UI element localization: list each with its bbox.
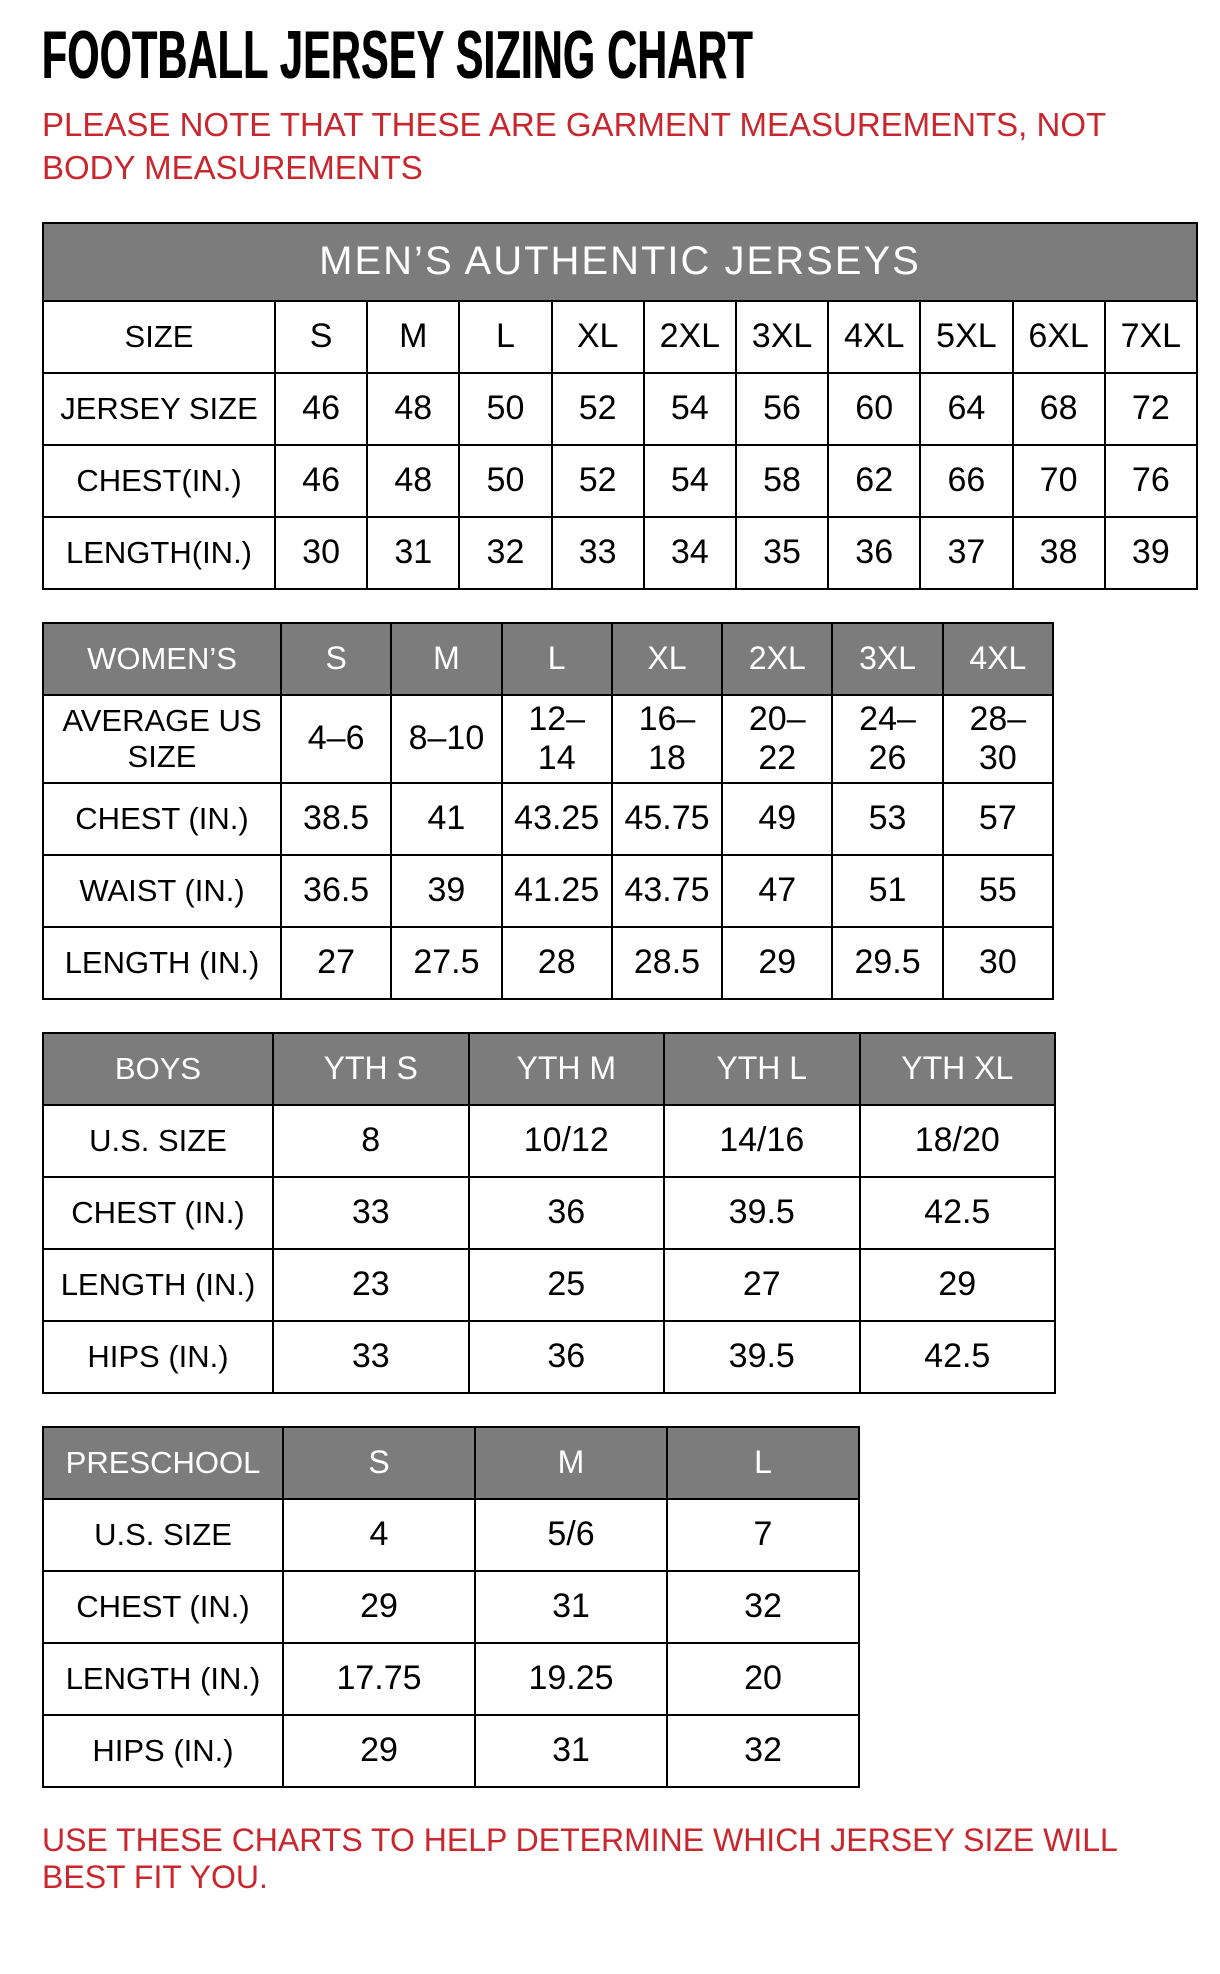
womens-header-cell: XL — [612, 623, 722, 695]
preschool-row — [43, 1715, 859, 1787]
womens-value-cell: 30 — [943, 927, 1053, 999]
womens-row-label: CHEST (IN.) — [43, 783, 281, 855]
womens-header-cell: S — [281, 623, 391, 695]
mens-value-cell: 5XL — [920, 301, 1012, 373]
boys-row — [43, 1177, 1055, 1249]
preschool-value-cell: 31 — [475, 1571, 667, 1643]
womens-value-cell: 36.5 — [281, 855, 391, 927]
mens-value-cell: 46 — [275, 445, 367, 517]
mens-value-cell: 76 — [1105, 445, 1197, 517]
measurement-note: PLEASE NOTE THAT THESE ARE GARMENT MEASUREMENTS, NOT BODY MEASUREMENTS — [42, 105, 1106, 187]
womens-value-cell: 12–14 — [502, 695, 612, 783]
mens-value-cell: 48 — [367, 373, 459, 445]
mens-value-cell: 48 — [367, 445, 459, 517]
boys-header-cell: YTH XL — [860, 1033, 1056, 1105]
boys-value-cell: 39.5 — [664, 1177, 860, 1249]
boys-value-cell: 33 — [273, 1177, 469, 1249]
mens-row — [43, 301, 1197, 373]
boys-value-cell: 42.5 — [860, 1177, 1056, 1249]
preschool-header-row — [43, 1427, 859, 1499]
womens-row-label: AVERAGE US SIZE — [43, 695, 281, 783]
mens-row-label: LENGTH(IN.) — [43, 517, 275, 589]
mens-value-cell: 31 — [367, 517, 459, 589]
boys-value-cell: 14/16 — [664, 1105, 860, 1177]
womens-header-cell: 4XL — [943, 623, 1053, 695]
boys-value-cell: 42.5 — [860, 1321, 1056, 1393]
womens-header-label: WOMEN’S — [43, 623, 281, 695]
boys-sizing-table — [42, 1032, 1056, 1394]
womens-value-cell: 55 — [943, 855, 1053, 927]
mens-value-cell: 2XL — [644, 301, 736, 373]
boys-row-label: HIPS (IN.) — [43, 1321, 273, 1393]
mens-value-cell: 64 — [920, 373, 1012, 445]
womens-row-label: WAIST (IN.) — [43, 855, 281, 927]
mens-value-cell: S — [275, 301, 367, 373]
preschool-header-label: PRESCHOOL — [43, 1427, 283, 1499]
preschool-value-cell: 32 — [667, 1571, 859, 1643]
preschool-header-cell: L — [667, 1427, 859, 1499]
boys-value-cell: 33 — [273, 1321, 469, 1393]
boys-value-cell: 27 — [664, 1249, 860, 1321]
mens-value-cell: 35 — [736, 517, 828, 589]
boys-row-label: CHEST (IN.) — [43, 1177, 273, 1249]
mens-value-cell: 54 — [644, 373, 736, 445]
preschool-value-cell: 31 — [475, 1715, 667, 1787]
mens-value-cell: 3XL — [736, 301, 828, 373]
boys-value-cell: 23 — [273, 1249, 469, 1321]
womens-value-cell: 27.5 — [391, 927, 501, 999]
preschool-value-cell: 17.75 — [283, 1643, 475, 1715]
womens-header-cell: 3XL — [832, 623, 942, 695]
womens-value-cell: 53 — [832, 783, 942, 855]
womens-value-cell: 29.5 — [832, 927, 942, 999]
womens-value-cell: 4–6 — [281, 695, 391, 783]
boys-row-label: LENGTH (IN.) — [43, 1249, 273, 1321]
preschool-header-cell: M — [475, 1427, 667, 1499]
mens-value-cell: 46 — [275, 373, 367, 445]
mens-authentic-jerseys-table — [42, 222, 1198, 590]
preschool-value-cell: 29 — [283, 1571, 475, 1643]
mens-value-cell: 52 — [552, 373, 644, 445]
mens-value-cell: 30 — [275, 517, 367, 589]
womens-row — [43, 783, 1053, 855]
preschool-value-cell: 4 — [283, 1499, 475, 1571]
boys-row — [43, 1249, 1055, 1321]
mens-row-label: CHEST(IN.) — [43, 445, 275, 517]
preschool-value-cell: 29 — [283, 1715, 475, 1787]
womens-value-cell: 41 — [391, 783, 501, 855]
boys-value-cell: 36 — [469, 1177, 665, 1249]
mens-value-cell: 32 — [459, 517, 551, 589]
mens-value-cell: 50 — [459, 445, 551, 517]
preschool-value-cell: 7 — [667, 1499, 859, 1571]
womens-row — [43, 855, 1053, 927]
mens-value-cell: 50 — [459, 373, 551, 445]
boys-header-row — [43, 1033, 1055, 1105]
preschool-row — [43, 1643, 859, 1715]
boys-header-label: BOYS — [43, 1033, 273, 1105]
mens-value-cell: M — [367, 301, 459, 373]
boys-row — [43, 1321, 1055, 1393]
womens-header-row — [43, 623, 1053, 695]
womens-value-cell: 39 — [391, 855, 501, 927]
mens-value-cell: 34 — [644, 517, 736, 589]
boys-header-cell: YTH L — [664, 1033, 860, 1105]
boys-value-cell: 8 — [273, 1105, 469, 1177]
boys-value-cell: 36 — [469, 1321, 665, 1393]
mens-value-cell: 33 — [552, 517, 644, 589]
mens-value-cell: 7XL — [1105, 301, 1197, 373]
womens-row — [43, 695, 1053, 783]
mens-value-cell: 58 — [736, 445, 828, 517]
boys-value-cell: 10/12 — [469, 1105, 665, 1177]
preschool-header-cell: S — [283, 1427, 475, 1499]
mens-value-cell: 62 — [828, 445, 920, 517]
boys-header-cell: YTH S — [273, 1033, 469, 1105]
preschool-value-cell: 19.25 — [475, 1643, 667, 1715]
mens-value-cell: XL — [552, 301, 644, 373]
womens-value-cell: 45.75 — [612, 783, 722, 855]
page-title: FOOTBALL JERSEY SIZING CHART — [42, 17, 754, 93]
boys-value-cell: 39.5 — [664, 1321, 860, 1393]
boys-value-cell: 29 — [860, 1249, 1056, 1321]
mens-row — [43, 373, 1197, 445]
womens-value-cell: 57 — [943, 783, 1053, 855]
womens-value-cell: 47 — [722, 855, 832, 927]
mens-value-cell: 6XL — [1013, 301, 1105, 373]
mens-value-cell: 39 — [1105, 517, 1197, 589]
womens-header-cell: M — [391, 623, 501, 695]
womens-sizing-table — [42, 622, 1054, 1000]
mens-value-cell: 38 — [1013, 517, 1105, 589]
boys-header-cell: YTH M — [469, 1033, 665, 1105]
mens-row — [43, 445, 1197, 517]
mens-value-cell: 54 — [644, 445, 736, 517]
womens-value-cell: 28–30 — [943, 695, 1053, 783]
mens-row — [43, 517, 1197, 589]
womens-value-cell: 8–10 — [391, 695, 501, 783]
womens-value-cell: 28 — [502, 927, 612, 999]
mens-value-cell: 60 — [828, 373, 920, 445]
womens-value-cell: 20–22 — [722, 695, 832, 783]
womens-value-cell: 51 — [832, 855, 942, 927]
womens-value-cell: 29 — [722, 927, 832, 999]
preschool-row-label: U.S. SIZE — [43, 1499, 283, 1571]
boys-row — [43, 1105, 1055, 1177]
boys-value-cell: 18/20 — [860, 1105, 1056, 1177]
mens-value-cell: 37 — [920, 517, 1012, 589]
womens-header-cell: L — [502, 623, 612, 695]
mens-row-label: JERSEY SIZE — [43, 373, 275, 445]
preschool-value-cell: 32 — [667, 1715, 859, 1787]
mens-value-cell: 66 — [920, 445, 1012, 517]
womens-value-cell: 41.25 — [502, 855, 612, 927]
mens-banner: MEN’S AUTHENTIC JERSEYS — [43, 223, 1197, 301]
womens-value-cell: 43.25 — [502, 783, 612, 855]
preschool-row — [43, 1571, 859, 1643]
footer-note: USE THESE CHARTS TO HELP DETERMINE WHICH JERSEY SIZE WILL BEST FIT YOU. — [42, 1821, 1117, 1895]
womens-value-cell: 24–26 — [832, 695, 942, 783]
mens-value-cell: 70 — [1013, 445, 1105, 517]
preschool-row-label: CHEST (IN.) — [43, 1571, 283, 1643]
preschool-row-label: HIPS (IN.) — [43, 1715, 283, 1787]
mens-value-cell: 56 — [736, 373, 828, 445]
womens-row-label: LENGTH (IN.) — [43, 927, 281, 999]
preschool-value-cell: 5/6 — [475, 1499, 667, 1571]
preschool-sizing-table — [42, 1426, 860, 1788]
preschool-row — [43, 1499, 859, 1571]
womens-value-cell: 16–18 — [612, 695, 722, 783]
womens-value-cell: 49 — [722, 783, 832, 855]
womens-value-cell: 43.75 — [612, 855, 722, 927]
preschool-value-cell: 20 — [667, 1643, 859, 1715]
mens-value-cell: 68 — [1013, 373, 1105, 445]
mens-value-cell: 72 — [1105, 373, 1197, 445]
mens-row-label: SIZE — [43, 301, 275, 373]
womens-value-cell: 27 — [281, 927, 391, 999]
boys-row-label: U.S. SIZE — [43, 1105, 273, 1177]
mens-value-cell: 36 — [828, 517, 920, 589]
womens-header-cell: 2XL — [722, 623, 832, 695]
mens-value-cell: 52 — [552, 445, 644, 517]
boys-value-cell: 25 — [469, 1249, 665, 1321]
preschool-row-label: LENGTH (IN.) — [43, 1643, 283, 1715]
womens-value-cell: 28.5 — [612, 927, 722, 999]
mens-value-cell: 4XL — [828, 301, 920, 373]
mens-value-cell: L — [459, 301, 551, 373]
womens-row — [43, 927, 1053, 999]
womens-value-cell: 38.5 — [281, 783, 391, 855]
